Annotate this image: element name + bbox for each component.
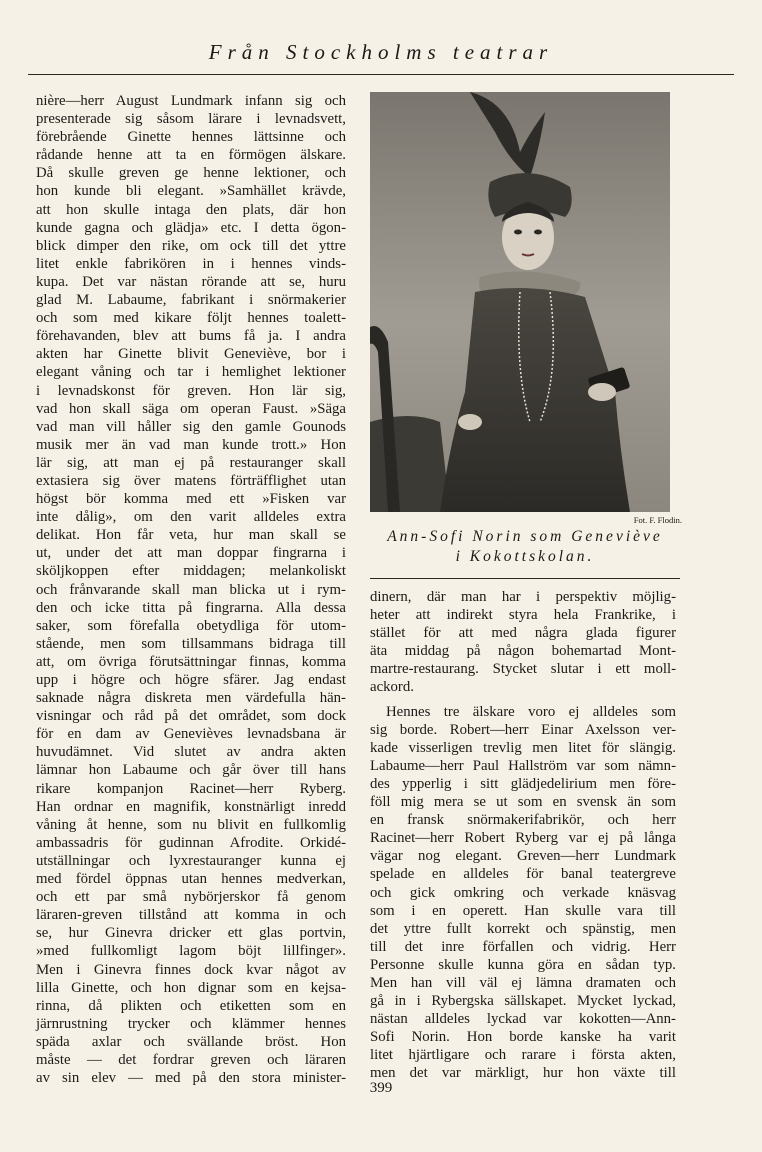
- text-line: lär sig, att man ej på restauranger skall: [36, 454, 346, 471]
- text-line: litet enkle fabrikören in i hennes vinds-: [36, 255, 346, 272]
- text-line: Sofi Norin. Hon borde kanske ha varit: [370, 1029, 676, 1046]
- left-text-column: [36, 92, 346, 1087]
- text-line: lilla Ginette, och hon dignar som en kejsa-: [36, 979, 346, 996]
- text-line: att, om övriga förutsättningar finnas, komma: [36, 653, 346, 670]
- text-line: att hon skulle intaga den plats, där hon: [36, 201, 346, 218]
- text-line: se, hur Ginevra dricker ett glas portvin,: [36, 925, 346, 942]
- text-line: inte dålig», om den varit alldeles extra: [36, 509, 346, 526]
- text-line: ackord.: [370, 679, 414, 696]
- text-line: äta middag på någon bohemartad Mont-: [370, 643, 676, 660]
- text-line: nästan alldeles lyckad var kokotten—Ann-: [370, 1011, 676, 1028]
- text-line: kade visserligen trevlig men litet för slängig.: [370, 739, 676, 756]
- caption-line-2: i Kokottskolan.: [455, 548, 595, 565]
- text-line: späda axlar och svällande bröst. Hon: [36, 1033, 346, 1050]
- text-line: Racinet—herr Robert Ryberg var ej på långa: [370, 830, 676, 847]
- text-line: nière—herr August Lundmark infann sig och: [36, 93, 346, 109]
- text-line: den och icke titta på fingrarna. Alla dessa: [36, 599, 346, 616]
- text-line: Personne skulle kunna göra en sådan typ.: [370, 956, 676, 973]
- text-line: saknade några diskreta men värdefulla hän-: [36, 690, 346, 707]
- text-line: blick dimper den rike, om ock till det yttre: [36, 237, 346, 254]
- text-line: rinna, då plikten och etiketten som en: [36, 997, 346, 1014]
- text-line: musik mer än vad man kunde trott.» Hon: [36, 436, 346, 453]
- text-line: visningar och råd på det området, som dock: [36, 708, 346, 725]
- text-line: kunde gagna och glädja» etc. I detta ögon-: [36, 219, 346, 236]
- text-line: spelade en alldeles för banal teatergreve: [370, 866, 676, 883]
- text-line: för en dam av Genevièves levnadsbana är: [36, 726, 346, 743]
- header-rule: [28, 74, 734, 75]
- text-line: saker, som förefalla obetydliga för utom-: [36, 617, 346, 634]
- right-text-column: [370, 588, 676, 1083]
- text-line: utställningar och lyxrestauranger kunna ej: [36, 852, 346, 869]
- text-line: huvudämnet. Vid slutet av andra akten: [36, 744, 346, 761]
- text-line: högst bör komma med ett »Fisken var: [36, 491, 346, 508]
- text-line: »med fullkomligt lagom böjt lillfinger».: [36, 943, 346, 960]
- text-line: föll mig mera se ut som en svensk än som: [370, 794, 676, 811]
- caption-rule: [370, 578, 680, 579]
- portrait-photo: [370, 92, 670, 512]
- text-line: extasiera sig över matens förträfflighet utan: [36, 472, 346, 489]
- text-line: kupa. Det var nästan rörande att se, huru: [36, 273, 346, 290]
- text-line: förebrående Ginette hennes lättsinne och: [36, 129, 346, 146]
- text-line: hon kunde bli elegant. »Samhället krävde,: [36, 183, 346, 200]
- paragraph: [370, 588, 676, 697]
- running-header: Från Stockholms teatrar: [208, 40, 554, 64]
- text-line: lämnar hon Labaume och går över till hans: [36, 762, 346, 779]
- text-line: våning åt henne, som nu blivit en fullkomlig: [36, 816, 346, 833]
- text-line: martre-restaurang. Stycket slutar i ett moll-: [370, 661, 676, 678]
- text-line: av sin elev — med på den stora minister-: [36, 1070, 346, 1087]
- text-line: som i en operett. Han skulle vara till: [370, 902, 676, 919]
- text-line: akten har Ginette blivit Geneviève, bor i: [36, 346, 346, 363]
- text-line: rådande henne att ta en förmögen älskare.: [36, 147, 346, 164]
- text-line: det yttre fullt korrekt och spänstig, men: [370, 920, 676, 937]
- text-line: en fransk snörmakerifabrikör, och herr: [370, 812, 676, 829]
- caption-line-1: Ann-Sofi Norin som Geneviève: [387, 528, 663, 545]
- text-line: och gick omkring och verkade knäsvag: [370, 884, 676, 901]
- text-line: Labaume—herr Paul Hallström var som nämn-: [370, 757, 676, 774]
- text-line: stående, men som tillsammans bidraga till: [36, 635, 346, 652]
- text-line: järnrustning trycker och klämmer hennes: [36, 1015, 346, 1032]
- text-line: måste — det fordrar greven och läraren: [36, 1051, 346, 1068]
- text-line: vad hon skall säga om operan Faust. »Säga: [36, 400, 346, 417]
- text-line: och frånvarande skall man blicka ut i rym-: [36, 581, 346, 598]
- text-line: sig borde. Robert—herr Einar Axelsson ver-: [370, 721, 676, 738]
- photo-credit: Fot. F. Flodin.: [633, 515, 682, 525]
- text-line: Men i Ginevra finnes dock kvar något av: [36, 961, 346, 978]
- text-line: Han ordnar en magnifik, konstnärligt inredd: [36, 798, 346, 815]
- text-line: med fördel öppnas utan hennes medverkan,: [36, 871, 346, 888]
- text-line: Då skulle greven ge henne lektioner, och: [36, 165, 346, 182]
- text-line: och som med kikare följt hennes toalett-: [36, 310, 346, 327]
- paragraph: [370, 703, 676, 1083]
- text-line: och ett par små nybörjerskor få genom: [36, 889, 346, 906]
- text-line: heter att indirekt styra hela Frankrike, i: [370, 607, 676, 624]
- text-line: des ypperlig i sitt glädjedelirium men före-: [370, 775, 676, 792]
- page-number: 399: [369, 1080, 393, 1096]
- text-line: dinern, där man har i perspektiv möjlig-: [370, 589, 676, 605]
- photo-caption: [370, 527, 680, 567]
- text-line: till det inre förfallen och vidrig. Herr: [370, 938, 676, 955]
- text-line: delikat. Hon får veta, hur man skall se: [36, 527, 346, 544]
- text-line: glad M. Labaume, fabrikant i snörmakerier: [36, 292, 346, 309]
- text-line: sköljkoppen efter middagen; melankoliskt: [36, 563, 346, 580]
- text-line: vägar nog elegant. Greven—herr Lundmark: [370, 848, 676, 865]
- text-line: men det var märkligt, hur hon växte till: [370, 1065, 676, 1082]
- text-line: presenterade sig såsom lärare i levnadsvett,: [36, 111, 346, 128]
- text-line: Hennes tre älskare voro ej alldeles som: [386, 703, 676, 720]
- text-line: elegant våning och tar i hemlighet lektioner: [36, 364, 346, 381]
- text-line: ambassadris för gudinnan Afrodite. Orkidé-: [36, 834, 346, 851]
- text-line: i levnadskonst för greven. Hon lär sig,: [36, 382, 346, 399]
- text-line: läraren-greven tillstånd att komma in och: [36, 907, 346, 924]
- text-line: stället för att med några glada figurer: [370, 625, 676, 642]
- text-line: rikare kompanjon Racinet—herr Ryberg.: [36, 780, 346, 797]
- text-line: Men han vill väl ej lämna dramaten och: [370, 974, 676, 991]
- text-line: förehavanden, blev att bums få ja. I andra: [36, 328, 346, 345]
- portrait-illustration: [370, 92, 670, 512]
- text-line: upp i högre och högre sfärer. Jag endast: [36, 672, 346, 688]
- text-line: vad man vill håller sig den gamle Gounods: [36, 418, 346, 435]
- text-line: gå in i Rybergska sällskapet. Mycket lyckad,: [370, 993, 676, 1010]
- text-line: litet hjärtligare och rarare i första akten,: [370, 1047, 676, 1064]
- text-line: ut, under det att man doppar fingrarna i: [36, 545, 346, 562]
